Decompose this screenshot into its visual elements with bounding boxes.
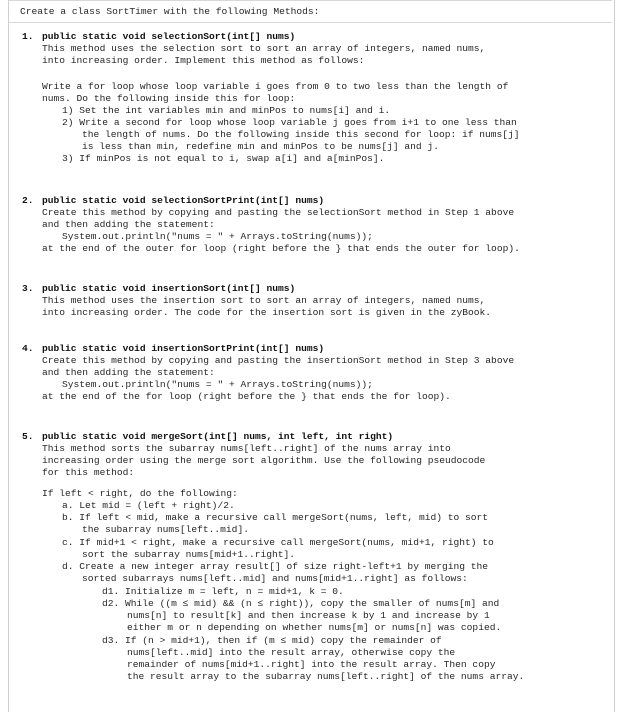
method-4-number: 4. [22, 343, 34, 354]
method-3-desc-line: This method uses the insertion sort to sort an array of integers, named nums, [42, 295, 486, 306]
method-3-number: 3. [22, 283, 34, 294]
method-4-signature: public static void insertionSortPrint(int[] nums) [42, 343, 325, 354]
method-4-desc-line: Create this method by copying and pasting the insertionSort method in Step 3 above [42, 355, 515, 366]
method-4-desc-line: at the end of the for loop (right before the } that ends the for loop). [42, 391, 451, 402]
method-5-number: 5. [22, 431, 34, 442]
method-2-number: 2. [22, 195, 34, 206]
method-5-step-d-cont: sorted subarrays nums[left..mid] and nums[mid+1..right] as follows: [82, 573, 468, 584]
method-4-desc-line: and then adding the statement: [42, 367, 215, 378]
method-1-step-2-cont: the length of nums. Do the following inside this second for loop: if nums[j] [82, 129, 520, 140]
method-5-step-d1: d1. Initialize m = left, n = mid+1, k = 0. [102, 586, 344, 597]
method-5-step-c-cont: sort the subarray nums[mid+1..right]. [82, 549, 296, 560]
method-1-number: 1. [22, 31, 34, 42]
method-3-desc-line: into increasing order. The code for the insertion sort is given in the zyBook. [42, 307, 492, 318]
method-3-signature: public static void insertionSort(int[] nums) [42, 283, 296, 294]
method-1-desc-line: into increasing order. Implement this method as follows: [42, 55, 365, 66]
method-1-step-1: 1) Set the int variables min and minPos to nums[i] and i. [62, 105, 391, 116]
method-5-desc-line: This method sorts the subarray nums[left..right] of the nums array into [42, 443, 451, 454]
method-5-signature: public static void mergeSort(int[] nums, int left, int right) [42, 431, 394, 442]
divider [9, 0, 612, 1]
method-2-desc-line: Create this method by copying and pasting the selectionSort method in Step 1 above [42, 207, 515, 218]
method-5-step-d3-cont: nums[left..mid] into the result array, otherwise copy the [127, 647, 456, 658]
method-5-step-b: b. If left < mid, make a recursive call mergeSort(nums, left, mid) to sort [62, 512, 489, 523]
method-2-desc-line: and then adding the statement: [42, 219, 215, 230]
method-5-step-a: a. Let mid = (left + right)/2. [62, 500, 235, 511]
method-1-step-3: 3) If minPos is not equal to i, swap a[i] and a[minPos]. [62, 153, 385, 164]
method-1-signature: public static void selectionSort(int[] nums) [42, 31, 296, 42]
method-2-code: System.out.println("nums = " + Arrays.toString(nums)); [62, 231, 373, 242]
method-5-step-d2-cont: either m or n depending on whether nums[m] or nums[n] was copied. [127, 622, 502, 633]
method-5-step-d2: d2. While ((m ≤ mid) && (n ≤ right)), copy the smaller of nums[m] and [102, 598, 500, 609]
method-1-plan-line: nums. Do the following inside this for loop: [42, 93, 296, 104]
method-1-desc-line: This method uses the selection sort to sort an array of integers, named nums, [42, 43, 486, 54]
method-5-step-d2-cont: nums[n] to result[k] and then increase k by 1 and increase by 1 [127, 610, 490, 621]
divider [9, 22, 612, 23]
method-5-desc-line: for this method: [42, 467, 135, 478]
method-5-step-d: d. Create a new integer array result[] of size right-left+1 by merging the [62, 561, 489, 572]
method-5-desc-line: increasing order using the merge sort algorithm. Use the following pseudocode [42, 455, 486, 466]
page-heading: Create a class SortTimer with the following Methods: [20, 6, 320, 17]
method-2-desc-line: at the end of the outer for loop (right before the } that ends the outer for loop). [42, 243, 520, 254]
method-5-step-d3-cont: the result array to the subarray nums[left..right] of the nums array. [127, 671, 525, 682]
method-1-plan-line: Write a for loop whose loop variable i goes from 0 to two less than the length of [42, 81, 509, 92]
method-5-step-c: c. If mid+1 < right, make a recursive call mergeSort(nums, mid+1, right) to [62, 537, 494, 548]
method-1-step-2-cont: is less than min, redefine min and minPos to be nums[j] and j. [82, 141, 439, 152]
method-4-code: System.out.println("nums = " + Arrays.toString(nums)); [62, 379, 373, 390]
method-1-step-2: 2) Write a second for loop whose loop variable j goes from i+1 to one less than [62, 117, 517, 128]
method-2-signature: public static void selectionSortPrint(int[] nums) [42, 195, 325, 206]
method-5-if-line: If left < right, do the following: [42, 488, 238, 499]
method-5-step-d3: d3. If (n > mid+1), then if (m ≤ mid) copy the remainder of [102, 635, 442, 646]
method-5-step-d3-cont: remainder of nums[mid+1..right] into the result array. Then copy [127, 659, 496, 670]
method-5-step-b-cont: the subarray nums[left..mid]. [82, 524, 249, 535]
